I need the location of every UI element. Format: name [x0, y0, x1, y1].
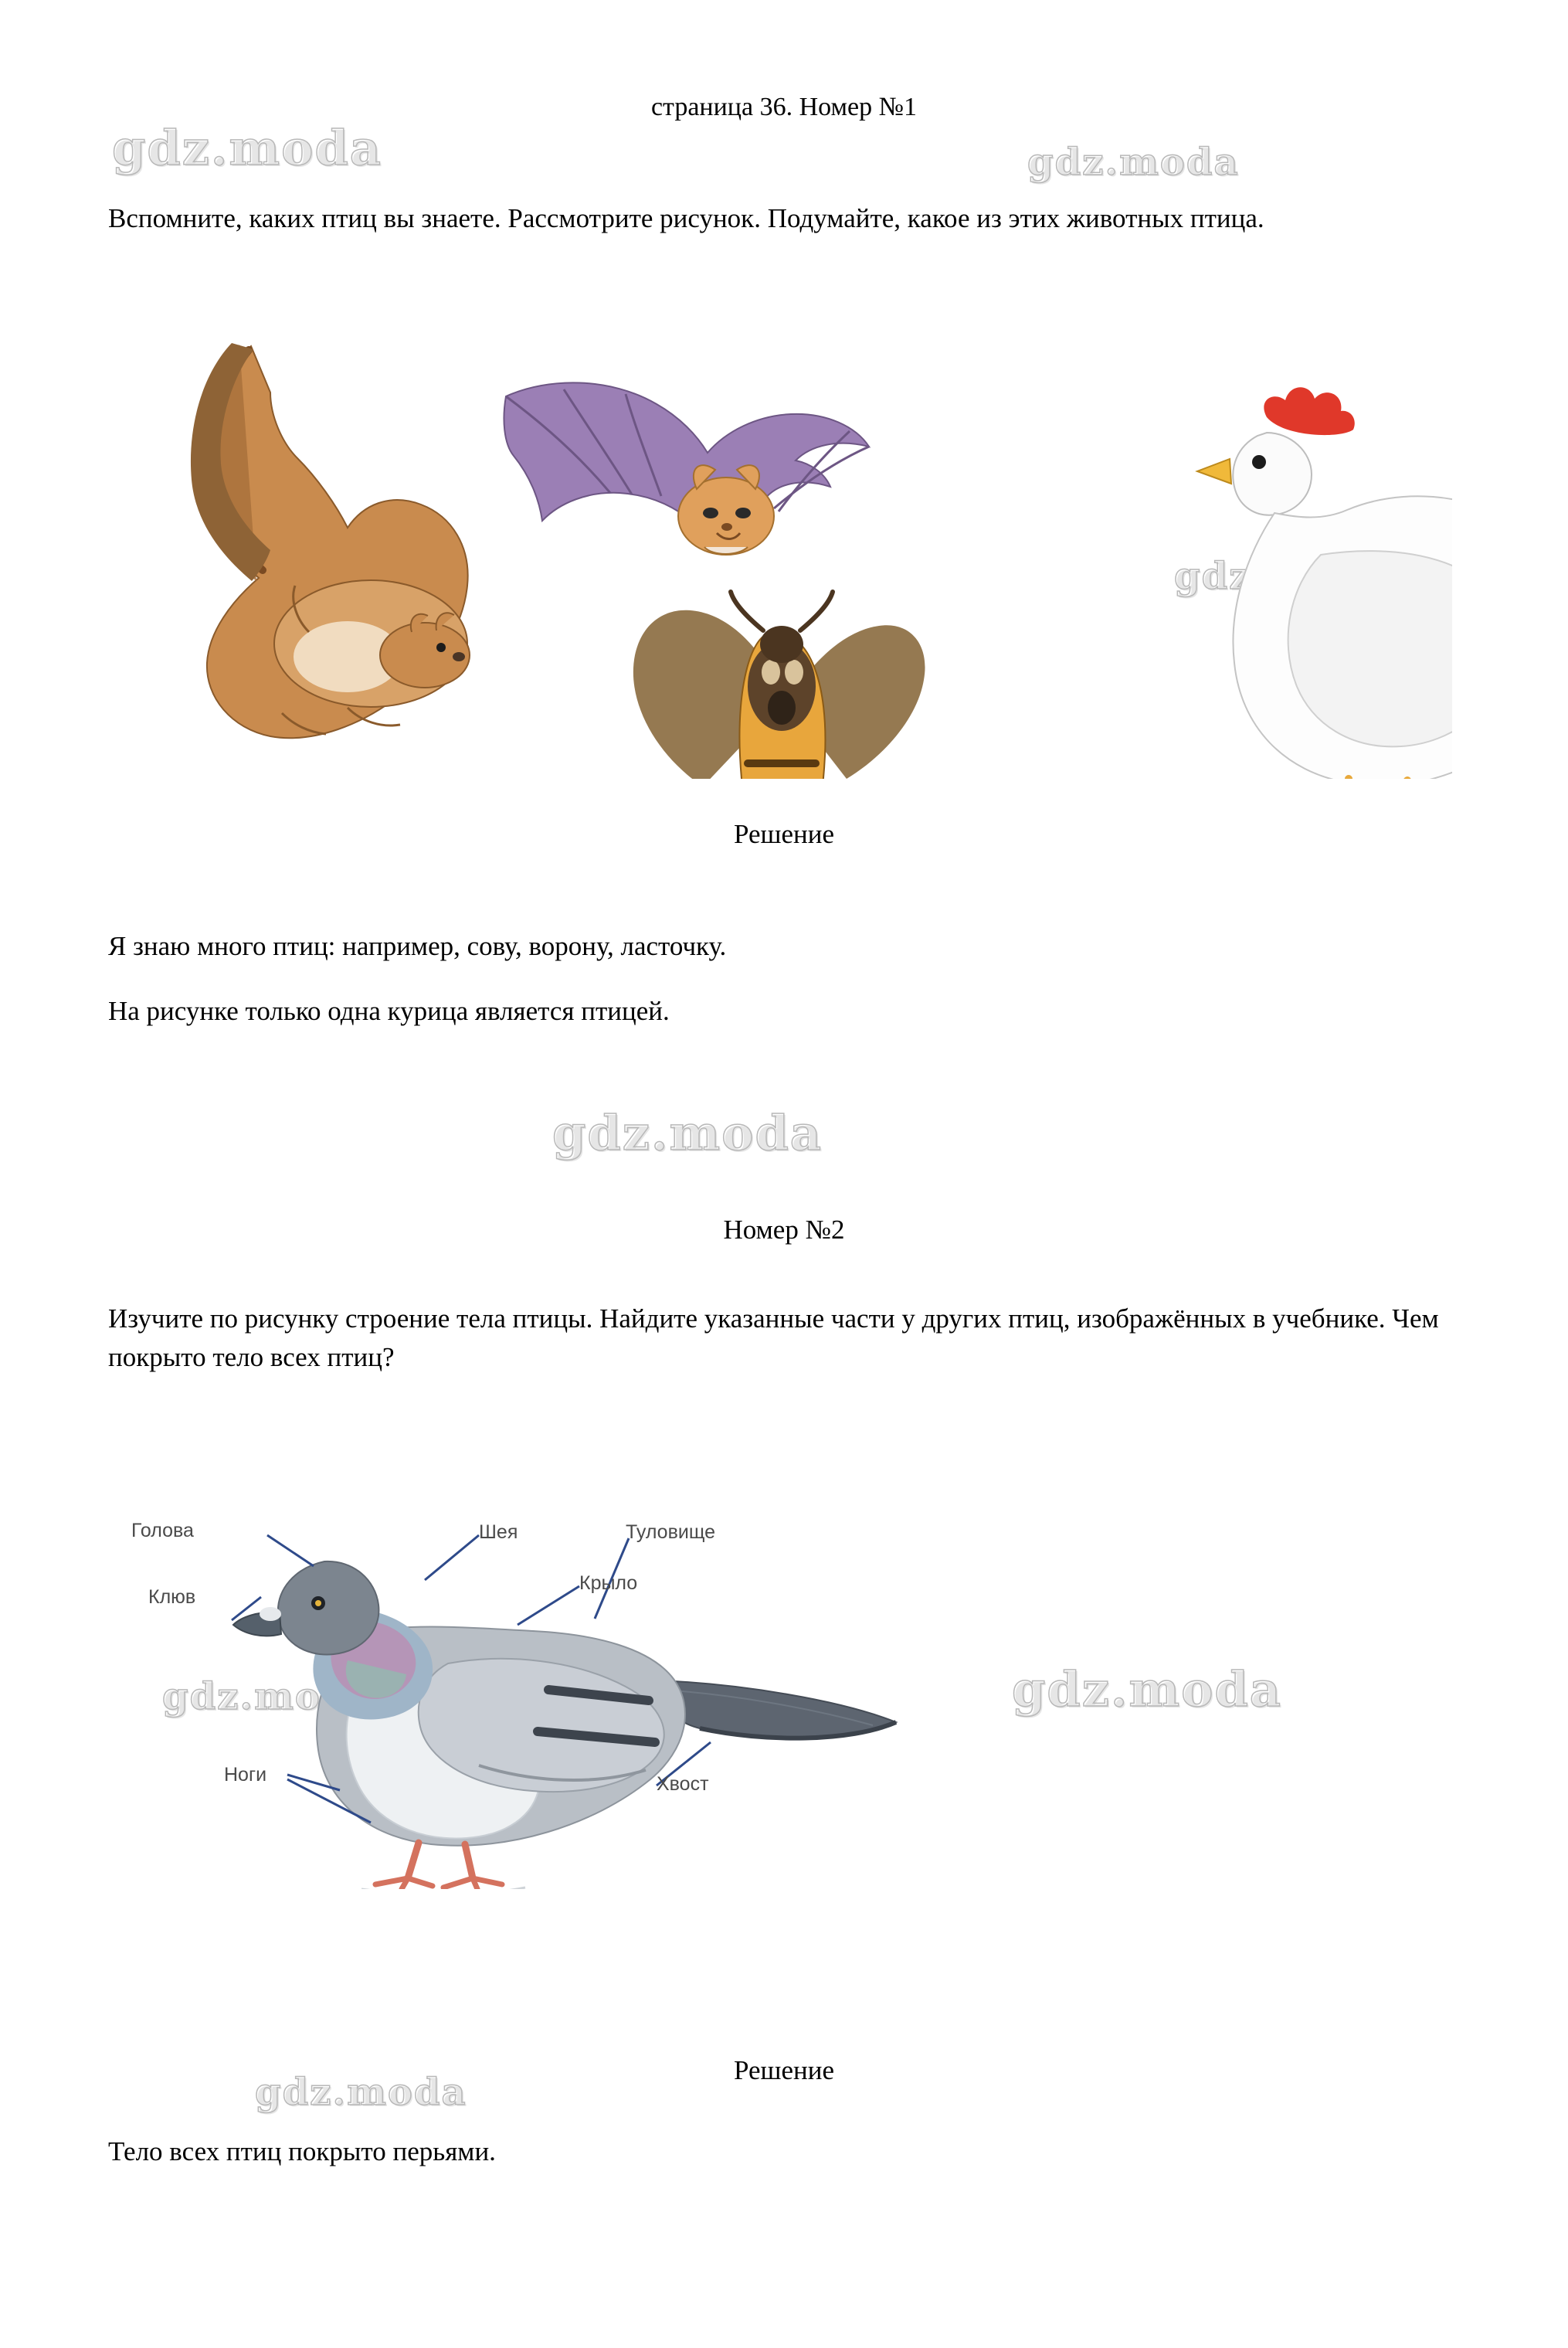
task1-solution-label: Решение — [733, 819, 835, 849]
page-title: страница 36. Номер №1 — [650, 93, 918, 121]
diagram-label-neck: Шея — [479, 1521, 518, 1543]
diagram-label-head: Голова — [131, 1520, 194, 1541]
pigeon-anatomy-diagram — [116, 1487, 1004, 1889]
flying-squirrel-figure — [191, 343, 470, 738]
bat-figure — [504, 382, 869, 555]
chicken-figure — [1197, 387, 1452, 779]
moth-figure — [633, 592, 925, 779]
diagram-label-body: Туловище — [626, 1521, 716, 1543]
watermark: gdz.moda — [112, 120, 382, 176]
animals-illustration — [116, 323, 1452, 779]
task1-solution-line-1: Я знаю много птиц: например, сову, ворону, ласточку. — [108, 931, 727, 961]
watermark: gdz.moda — [162, 1675, 375, 1718]
diagram-label-wing: Крыло — [579, 1572, 638, 1594]
watermark: gdz.moda — [255, 2071, 467, 2114]
watermark: gdz.moda — [552, 1105, 823, 1161]
task2-solution-line-1: Тело всех птиц покрыто перьями. — [108, 2136, 496, 2166]
diagram-label-tail: Хвост — [657, 1773, 709, 1795]
task1-text: Вспомните, каких птиц вы знаете. Рассмотрите рисунок. Подумайте, какое из этих животных птица. — [108, 203, 1264, 233]
task1-solution-line-2: На рисунке только одна курица является птицей. — [108, 996, 670, 1026]
diagram-label-beak: Клюв — [148, 1586, 196, 1608]
task2-solution-label: Решение — [733, 2055, 835, 2085]
watermark: gdz.moda — [1027, 141, 1240, 184]
task2-heading: Номер №2 — [723, 1215, 845, 1245]
watermark: gdz.moda — [1012, 1661, 1282, 1718]
task2-text: Изучите по рисунку строение тела птицы. Найдите указанные части у других птиц, изображённых в учебнике. Чем покрыто тело всех птиц? — [108, 1303, 1439, 1372]
diagram-label-legs: Ноги — [224, 1764, 267, 1786]
